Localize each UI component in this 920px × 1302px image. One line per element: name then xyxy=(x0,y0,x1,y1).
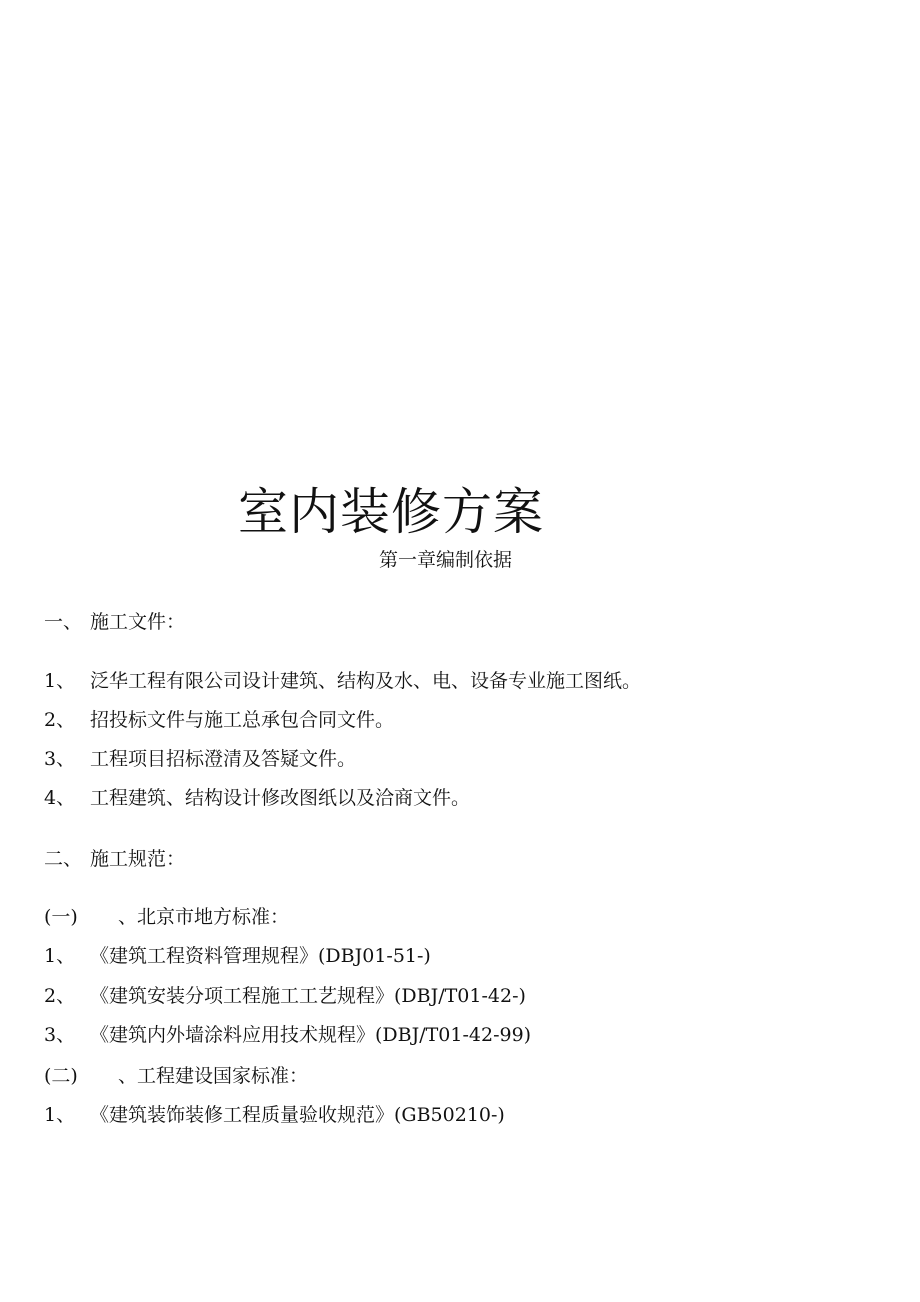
list-item-text: 工程建筑、结构设计修改图纸以及洽商文件。 xyxy=(90,787,471,809)
list-item-number: 1、 xyxy=(44,670,76,692)
subsection-number: (一) xyxy=(44,906,78,928)
standard-item xyxy=(44,943,431,969)
list-item-number: 3、 xyxy=(44,748,76,770)
subsection-heading-text: 、北京市地方标准： xyxy=(118,906,290,928)
standard-number: 1、 xyxy=(44,1104,76,1126)
standard-item xyxy=(44,983,526,1009)
standard-text: 《建筑内外墙涂料应用技术规程》(DBJ/T01-42-99) xyxy=(90,1024,532,1046)
list-item-number: 4、 xyxy=(44,787,76,809)
standard-text: 《建筑安装分项工程施工工艺规程》(DBJ/T01-42-) xyxy=(90,985,526,1007)
list-item-text: 泛华工程有限公司设计建筑、结构及水、电、设备专业施工图纸。 xyxy=(90,670,642,692)
list-item-number: 2、 xyxy=(44,709,76,731)
list-item xyxy=(44,707,394,733)
document-title: 室内装修方案 xyxy=(238,483,544,541)
standard-text: 《建筑工程资料管理规程》(DBJ01-51-) xyxy=(90,945,431,967)
subsection-heading-national-standards xyxy=(44,1063,308,1089)
subsection-heading-beijing-standards xyxy=(44,904,289,930)
section-heading-construction-standards xyxy=(44,846,185,872)
list-item-text: 招投标文件与施工总承包合同文件。 xyxy=(90,709,395,731)
subsection-heading-text: 、工程建设国家标准： xyxy=(118,1065,309,1087)
subsection-number: (二) xyxy=(44,1065,78,1087)
chapter-title: 第一章编制依据 xyxy=(379,549,513,571)
standard-number: 3、 xyxy=(44,1024,76,1046)
standard-number: 2、 xyxy=(44,985,76,1007)
section-number: 一、 xyxy=(44,611,83,633)
list-item-text: 工程项目招标澄清及答疑文件。 xyxy=(90,748,357,770)
list-item xyxy=(44,746,356,772)
standard-number: 1、 xyxy=(44,945,76,967)
section-heading-text: 施工规范： xyxy=(90,848,186,870)
section-heading-text: 施工文件： xyxy=(90,611,186,633)
section-heading-construction-documents xyxy=(44,609,185,635)
standard-text: 《建筑装饰装修工程质量验收规范》(GB50210-) xyxy=(90,1104,505,1126)
list-item xyxy=(44,668,641,694)
standard-item xyxy=(44,1102,505,1128)
list-item xyxy=(44,785,470,811)
standard-item xyxy=(44,1022,531,1048)
section-number: 二、 xyxy=(44,848,83,870)
